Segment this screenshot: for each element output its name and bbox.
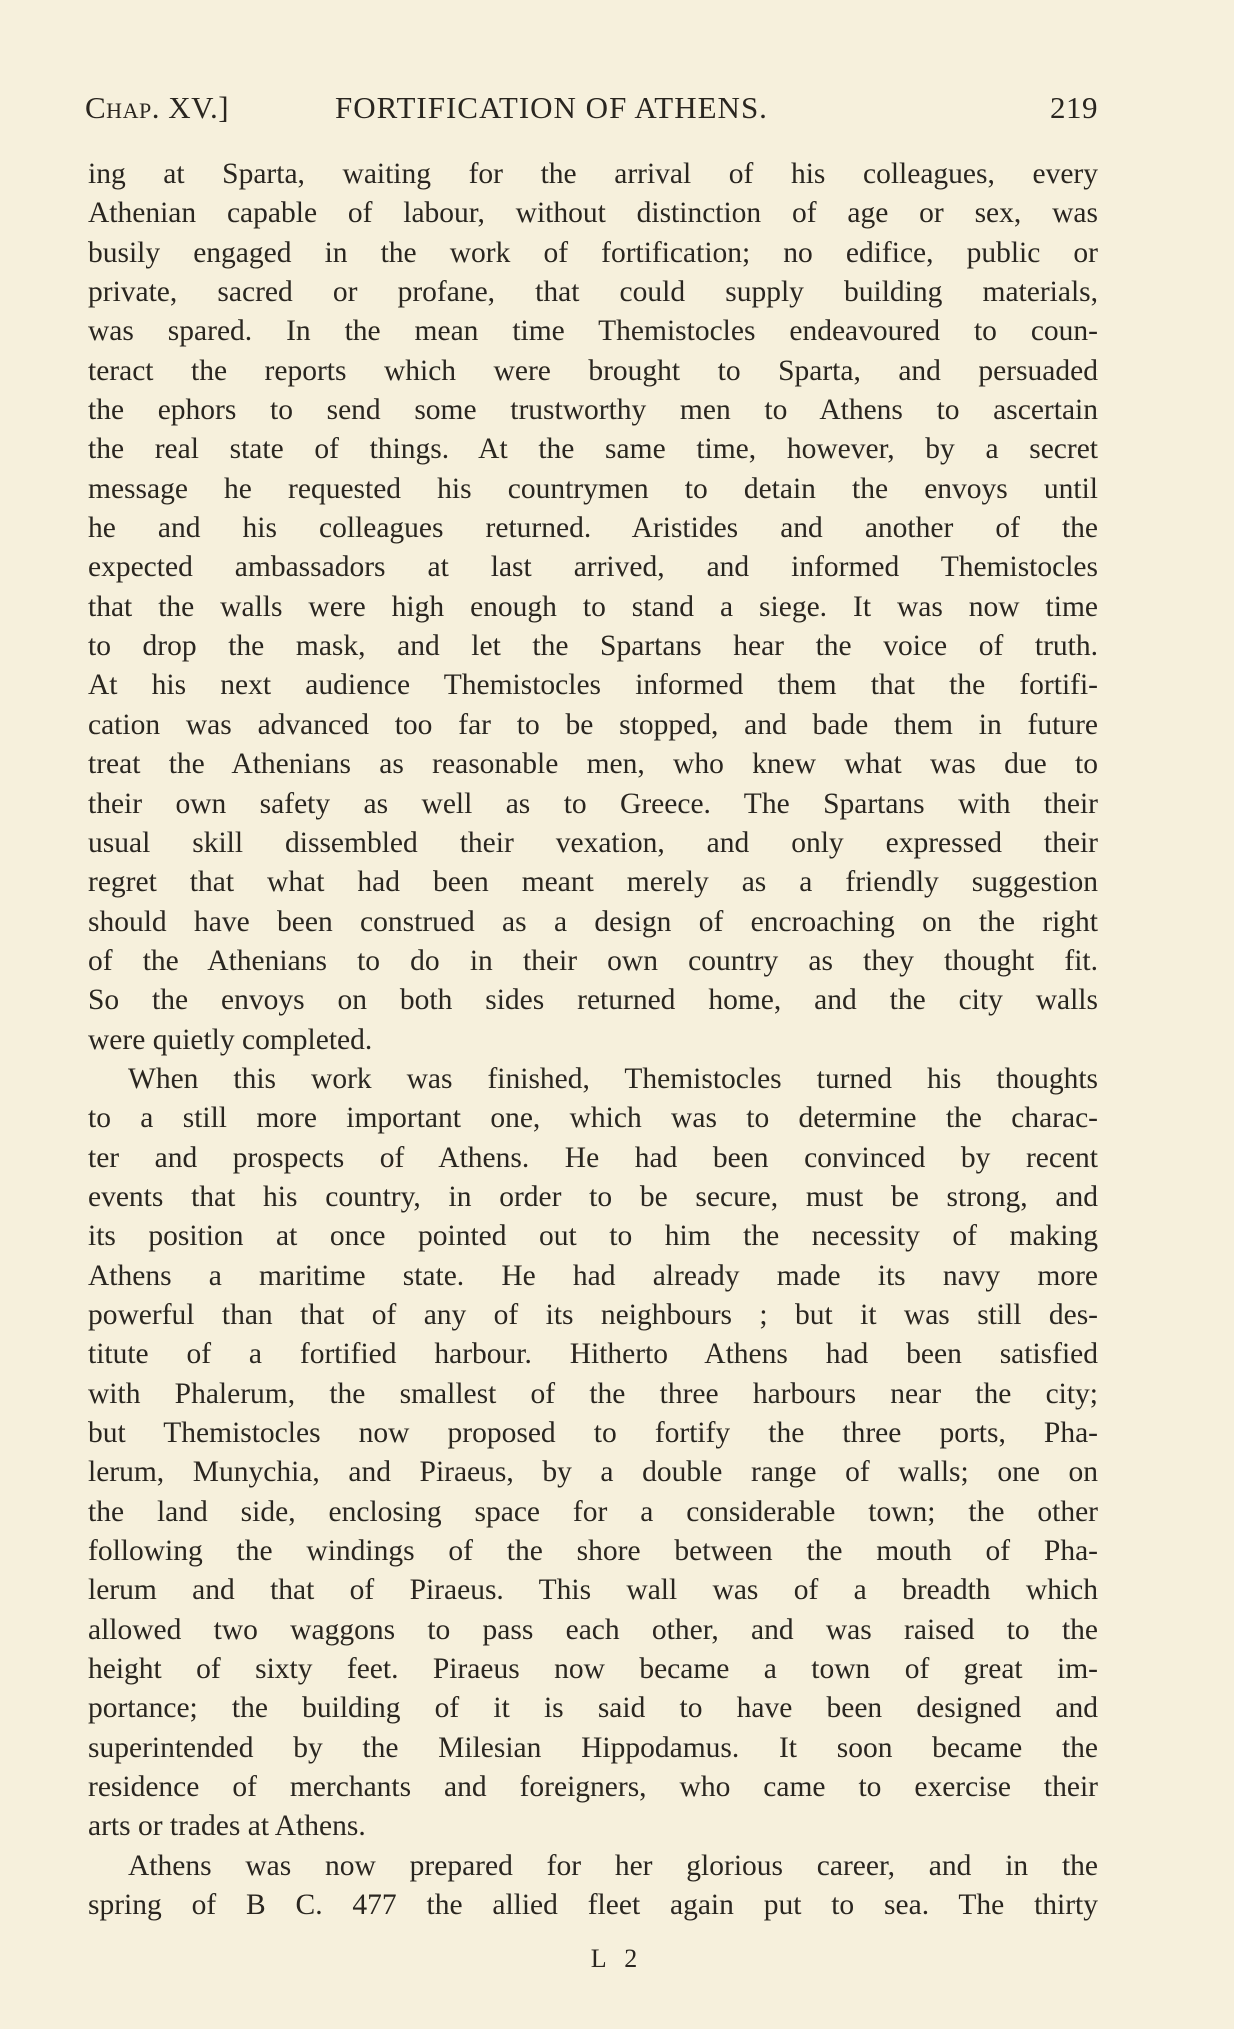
text-line: powerful than that of any of its neighbours ; but it was still des-: [88, 1298, 1098, 1331]
text-line: So the envoys on both sides returned home, and the city walls: [88, 984, 1098, 1017]
text-line: spring of B C. 477 the allied fleet again put to sea. The thirty: [88, 1889, 1098, 1922]
page-title: FORTIFICATION OF ATHENS.: [335, 90, 768, 125]
text-line: teract the reports which were brought to Sparta, and persuaded: [88, 354, 1098, 387]
text-line: When this work was finished, Themistocles turned his thoughts: [128, 1062, 1098, 1095]
text-line: ter and prospects of Athens. He had been convinced by recent: [88, 1141, 1098, 1174]
running-head: [85, 88, 1098, 128]
text-line: busily engaged in the work of fortification; no edifice, public or: [88, 236, 1098, 269]
text-line: its position at once pointed out to him the necessity of making: [88, 1220, 1098, 1253]
text-line: the ephors to send some trustworthy men to Athens to ascertain: [88, 394, 1098, 427]
text-line: were quietly completed.: [88, 1023, 373, 1056]
text-line: arts or trades at Athens.: [88, 1810, 366, 1843]
text-line: he and his colleagues returned. Aristides and another of the: [88, 512, 1098, 545]
text-line: private, sacred or profane, that could supply building materials,: [88, 276, 1098, 309]
chapter-label: Chap. XV.]: [85, 90, 230, 125]
text-line: with Phalerum, the smallest of the three harbours near the city;: [88, 1377, 1098, 1410]
text-line: titute of a fortified harbour. Hitherto Athens had been satisfied: [88, 1338, 1098, 1371]
text-line: Athens was now prepared for her glorious career, and in the: [128, 1849, 1098, 1882]
text-line: the real state of things. At the same time, however, by a secret: [88, 433, 1098, 466]
text-line: ing at Sparta, waiting for the arrival of his colleagues, every: [88, 158, 1098, 190]
text-line: portance; the building of it is said to have been designed and: [88, 1692, 1098, 1725]
signature-mark: L 2: [590, 1944, 644, 1973]
text-line: of the Athenians to do in their own country as they thought fit.: [88, 944, 1098, 977]
text-line: regret that what had been meant merely as a friendly suggestion: [88, 866, 1098, 899]
text-line: lerum, Munychia, and Piraeus, by a double range of walls; one on: [88, 1456, 1098, 1489]
text-line: the land side, enclosing space for a considerable town; the other: [88, 1495, 1098, 1528]
text-line: cation was advanced too far to be stopped, and bade them in future: [88, 708, 1098, 741]
text-line: superintended by the Milesian Hippodamus. It soon became the: [88, 1731, 1098, 1764]
text-line: following the windings of the shore between the mouth of Pha-: [88, 1535, 1098, 1568]
text-line: should have been construed as a design of encroaching on the right: [88, 905, 1098, 938]
text-line: allowed two waggons to pass each other, and was raised to the: [88, 1613, 1098, 1646]
text-line: residence of merchants and foreigners, who came to exercise their: [88, 1771, 1098, 1804]
text-line: Athenian capable of labour, without distinction of age or sex, was: [88, 197, 1098, 230]
text-line: their own safety as well as to Greece. The Spartans with their: [88, 787, 1098, 820]
text-line: height of sixty feet. Piraeus now became a town of great im-: [88, 1653, 1098, 1686]
text-line: Athens a maritime state. He had already made its navy more: [88, 1259, 1098, 1292]
body-text: [88, 155, 1098, 1925]
page-number: 219: [1050, 90, 1098, 125]
text-line: message he requested his countrymen to detain the envoys until: [88, 472, 1098, 505]
text-line: that the walls were high enough to stand a siege. It was now time: [88, 590, 1098, 623]
text-line: treat the Athenians as reasonable men, who knew what was due to: [88, 748, 1098, 781]
text-line: was spared. In the mean time Themistocles endeavoured to coun-: [88, 315, 1098, 348]
text-line: events that his country, in order to be secure, must be strong, and: [88, 1180, 1098, 1213]
text-line: At his next audience Themistocles informed them that the fortifi-: [88, 669, 1098, 702]
text-line: lerum and that of Piraeus. This wall was of a breadth which: [88, 1574, 1098, 1607]
text-line: usual skill dissembled their vexation, and only expressed their: [88, 826, 1098, 859]
text-line: but Themistocles now proposed to fortify the three ports, Pha-: [88, 1417, 1098, 1449]
text-line: expected ambassadors at last arrived, and informed Themistocles: [88, 551, 1098, 584]
text-line: to drop the mask, and let the Spartans hear the voice of truth.: [88, 630, 1098, 663]
text-line: to a still more important one, which was to determine the charac-: [88, 1102, 1098, 1135]
